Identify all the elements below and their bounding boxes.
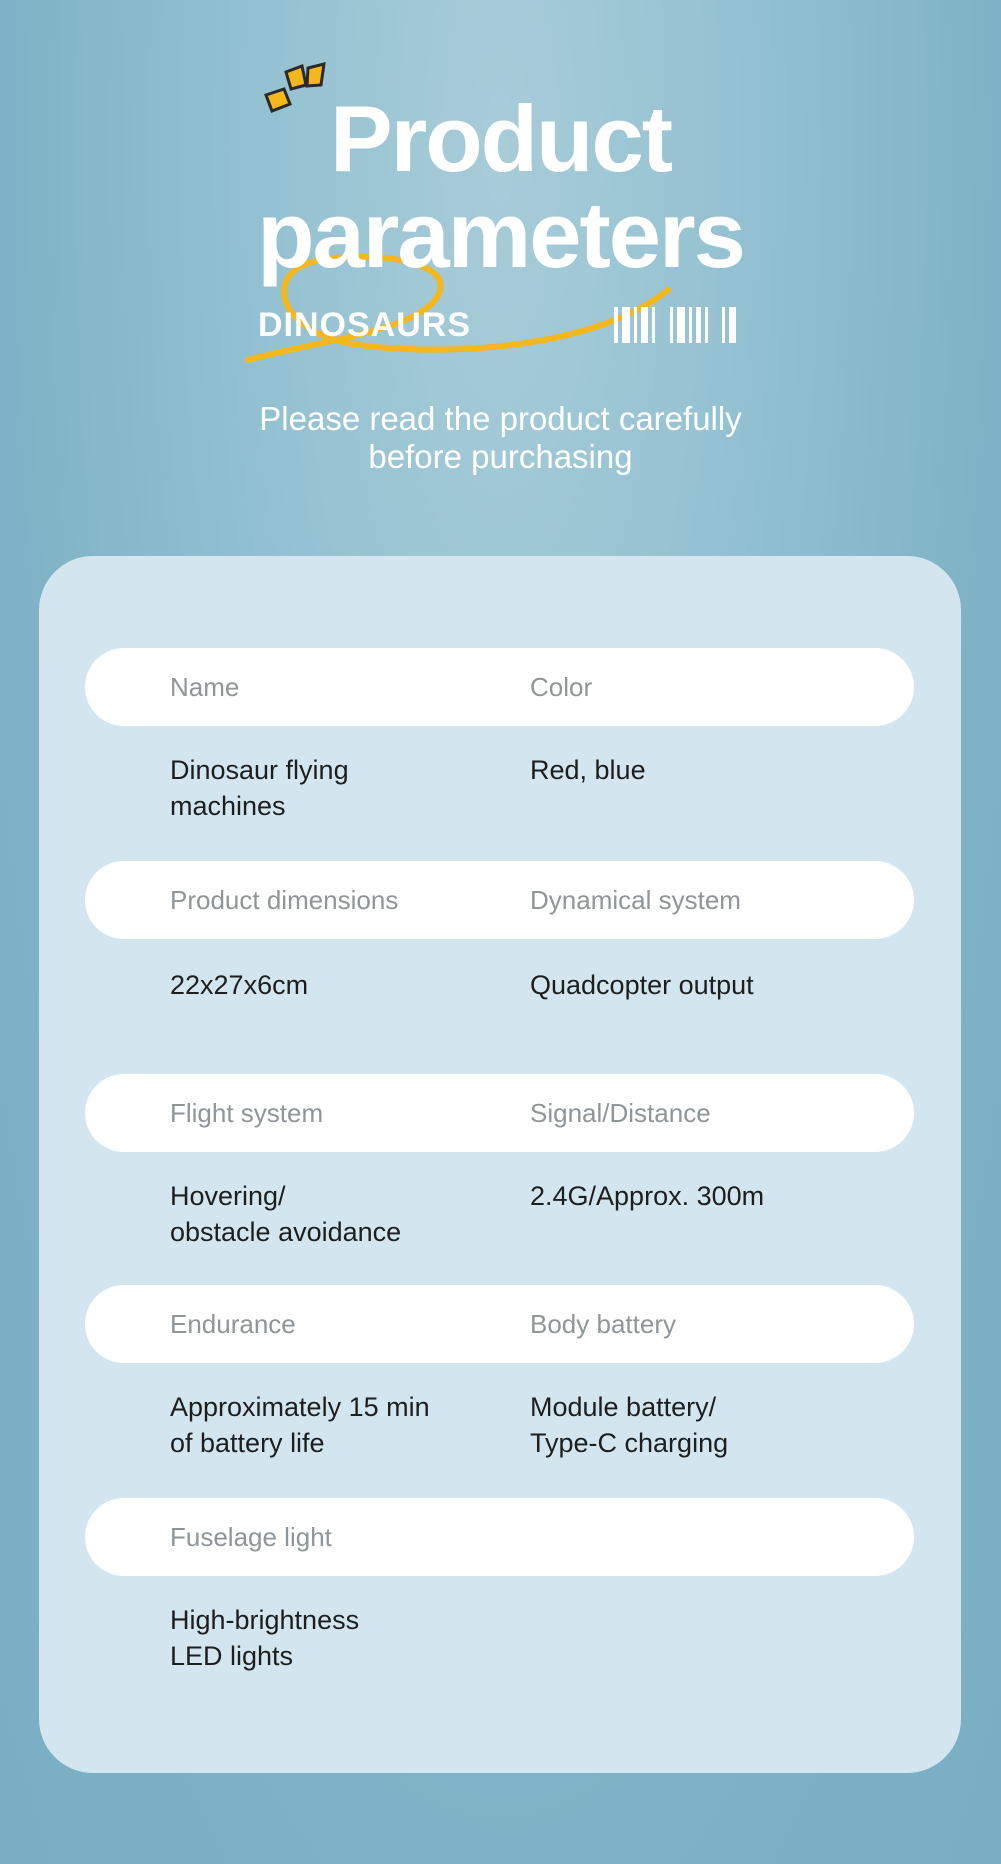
param-label-dynamical-system: Dynamical system bbox=[530, 885, 741, 915]
value-line: Hovering/ bbox=[170, 1181, 286, 1211]
value-line: LED lights bbox=[170, 1641, 294, 1671]
parameters-card bbox=[39, 556, 961, 1773]
dinosaurs-tagline: DINOSAURS bbox=[258, 306, 472, 344]
param-header-row bbox=[85, 1498, 914, 1576]
barcode-icon bbox=[612, 305, 752, 345]
value-line: Type-C charging bbox=[530, 1428, 729, 1458]
param-value-dimensions bbox=[170, 967, 490, 1003]
value-line: Quadcopter output bbox=[530, 970, 754, 1000]
value-line: Module battery/ bbox=[530, 1392, 717, 1422]
param-value-endurance bbox=[170, 1389, 490, 1461]
param-header-row bbox=[85, 861, 914, 939]
param-header-row bbox=[85, 1285, 914, 1363]
param-value-flight-system bbox=[170, 1178, 490, 1250]
param-value-dynamical-system bbox=[530, 967, 850, 1003]
param-header-row bbox=[85, 1074, 914, 1152]
param-label-dimensions: Product dimensions bbox=[170, 885, 399, 915]
subtitle-line-1: Please read the product carefully bbox=[259, 400, 742, 437]
param-value-fuselage-light bbox=[170, 1602, 490, 1674]
value-line: 22x27x6cm bbox=[170, 970, 309, 1000]
value-line: Approximately 15 min bbox=[170, 1392, 430, 1422]
value-line: machines bbox=[170, 791, 286, 821]
param-value-signal-distance bbox=[530, 1178, 850, 1214]
param-label-name: Name bbox=[170, 672, 240, 702]
value-line: Dinosaur flying bbox=[170, 755, 349, 785]
param-label-body-battery: Body battery bbox=[530, 1309, 676, 1339]
value-line: High-brightness bbox=[170, 1605, 360, 1635]
param-header-row bbox=[85, 648, 914, 726]
subtitle-line-2: before purchasing bbox=[368, 438, 633, 475]
hero-header bbox=[0, 0, 1001, 520]
param-value-name bbox=[170, 752, 490, 824]
value-line: 2.4G/Approx. 300m bbox=[530, 1181, 765, 1211]
param-label-color: Color bbox=[530, 672, 593, 702]
param-label-endurance: Endurance bbox=[170, 1309, 296, 1339]
title-line-1: Product bbox=[329, 86, 672, 191]
value-line: obstacle avoidance bbox=[170, 1217, 402, 1247]
title-line-2: parameters bbox=[257, 182, 744, 287]
param-label-signal-distance: Signal/Distance bbox=[530, 1098, 711, 1128]
param-value-body-battery bbox=[530, 1389, 850, 1461]
param-label-fuselage-light: Fuselage light bbox=[170, 1522, 332, 1552]
param-label-flight-system: Flight system bbox=[170, 1098, 324, 1128]
value-line: Red, blue bbox=[530, 755, 646, 785]
value-line: of battery life bbox=[170, 1428, 325, 1458]
param-value-color bbox=[530, 752, 850, 788]
